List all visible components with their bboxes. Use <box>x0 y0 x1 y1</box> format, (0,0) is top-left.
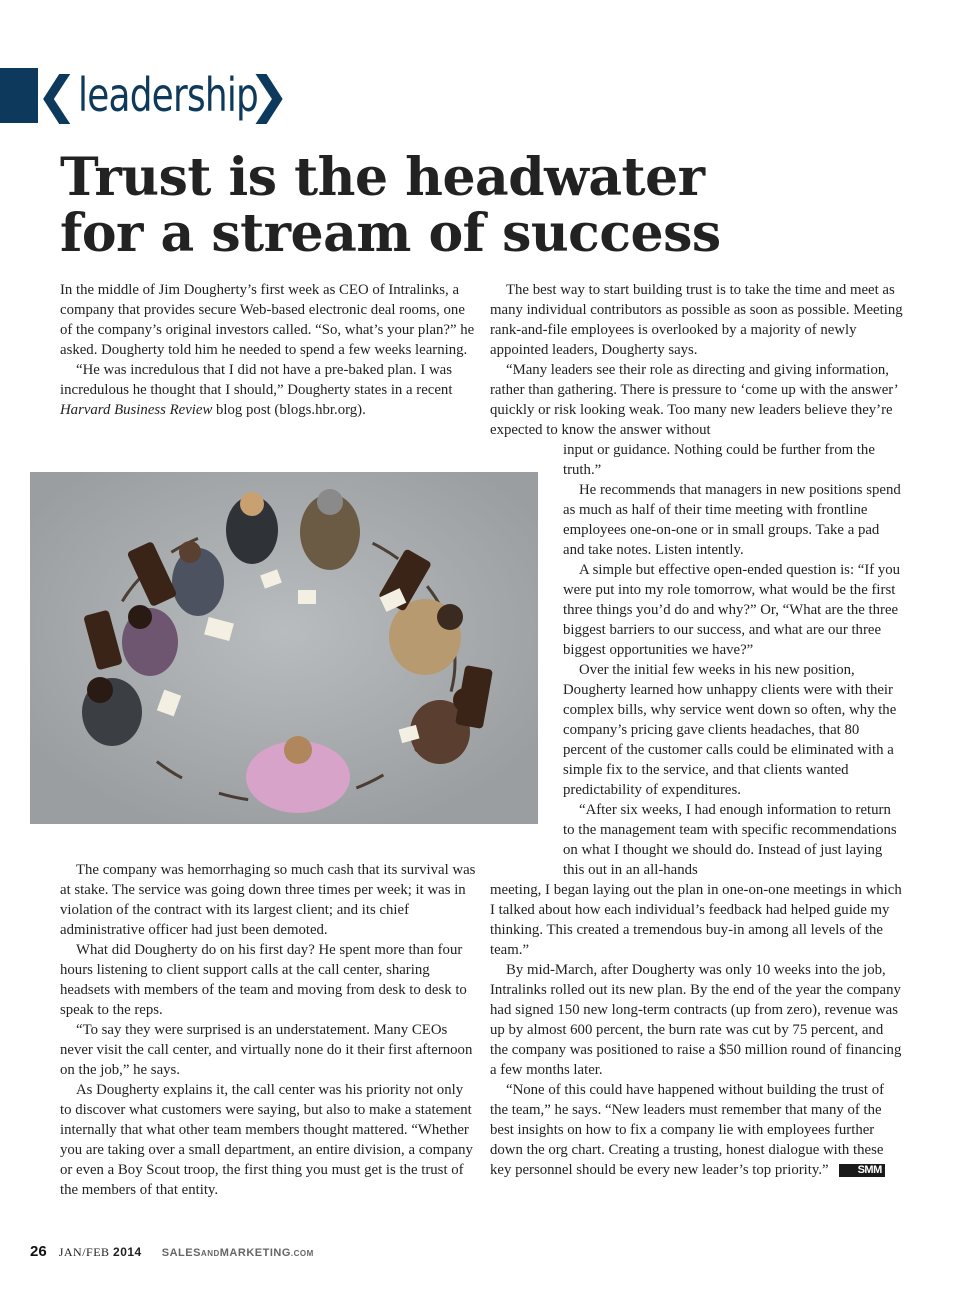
publication-name: Harvard Business Review <box>60 402 213 418</box>
paragraph: “He was incredulous that I did not have a pre-baked plan. I was incredulous he thought that I should,” Dougherty states in a recent Harvard Business Review blog post (blogs.hbr.org). <box>60 362 453 418</box>
section-label <box>36 62 290 128</box>
page-number: 26 <box>30 1243 47 1260</box>
paragraph: As Dougherty explains it, the call center was his priority not only to discover what customers were saying, but also to make a statement internally that what other team members thought mattered. “Whether you are taking over a small department, an entire division, a company or even a Boy Scout troop, the first thing you must get is the trust of the members of that entity. <box>60 1082 473 1198</box>
paragraph: Over the initial few weeks in his new position, Dougherty learned how unhappy clients were with their complex bills, why service went down so often, why the company’s pricing gave clients headaches, that 80 percent of the customer calls could be eliminated with a simple fix to the service, and that clients wanted predictability of expenditures. <box>563 662 897 798</box>
page-footer <box>30 1243 314 1263</box>
paragraph: “To say they were surprised is an understatement. Many CEOs never visit the call center, and virtually none do it their first afternoon on the job,” he says. <box>60 1022 473 1078</box>
headline-line-1: Trust is the headwater <box>60 147 705 208</box>
site-url: SALESANDMARKETING.COM <box>161 1247 314 1259</box>
paragraph: A simple but effective open-ended question is: “If you were put into my role tomorrow, what would be the first three things you’d do and why?” Or, “What are the three biggest barriers to our success, and what are our three biggest opportunities we have?” <box>563 562 901 658</box>
paragraph-continuation: meeting, I began laying out the plan in one-on-one meetings in which I talked about how each individual’s feedback had helped guide my thinking. This created a tremendous buy-in among all levels of the team.” <box>490 882 902 958</box>
bracket-open: ❮ <box>36 66 78 124</box>
headline-line-2: for a stream of success <box>60 203 721 264</box>
column-2-bottom <box>490 880 904 1180</box>
paragraph: He recommends that managers in new positions spend as much as half of their time meeting with frontline employees one-on-one or in small groups. Take a pad and take notes. Listen intently. <box>563 482 901 558</box>
paragraph-continuation: input or guidance. Nothing could be further from the truth.” <box>563 442 875 478</box>
meeting-photo <box>30 472 538 824</box>
column-2-middle <box>563 440 904 880</box>
paragraph: What did Dougherty do on his first day? He spent more than four hours listening to client support calls at the call center, sharing headsets with members of the team and moving from desk to desk to speak to the reps. <box>60 942 467 1018</box>
paragraph: By mid-March, after Dougherty was only 10 weeks into the job, Intralinks rolled out its new plan. By the end of the year the company had signed 150 new long-term contracts (up from zero), revenue was up by almost 600 percent, the burn rate was cut by 75 percent, and the company was positioned to raise a $50 million round of financing a few months later. <box>490 962 902 1078</box>
section-word: leadership <box>77 68 258 122</box>
column-2-top <box>490 280 904 440</box>
paragraph: The company was hemorrhaging so much cash that its survival was at stake. The service was going down three times per week; it was in violation of the contract with its largest client; and its chief administrative officer had just been demoted. <box>60 862 476 938</box>
headline <box>60 147 860 264</box>
paragraph: “After six weeks, I had enough information to return to the management team with specific recommendations on what I thought we should do. Instead of just laying this out in an all-hands <box>563 802 897 878</box>
paragraph: The best way to start building trust is to take the time and meet as many individual contributors as possible as soon as possible. Meeting rank-and-file employees is overlooked by a majority of newly appointed leaders, Dougherty says. <box>490 282 903 358</box>
paragraph: “Many leaders see their role as directing and giving information, rather than gathering. There is pressure to ‘come up with the answer’ quickly or risk looking weak. Too many new leaders believe they’re expected to know the answer without <box>490 362 898 438</box>
end-mark-logo: SMM <box>839 1164 885 1177</box>
bracket-close: ❯ <box>247 66 290 124</box>
issue-date: JAN/FEB 2014 <box>58 1245 142 1259</box>
paragraph: In the middle of Jim Dougherty’s first week as CEO of Intralinks, a company that provides secure Web-based electronic deal rooms, one of the company’s original investors called. “So, what’s your plan?” he asked. Dougherty told him he needed to spend a few weeks learning. <box>60 282 475 358</box>
column-1-top <box>60 280 478 420</box>
paragraph: “None of this could have happened without building the trust of the team,” he says. “New leaders must remember that many of the best insights on how to fix a company lie with employees further down the org chart. Creating a trusting, honest dialogue with these key personnel should be every new leader’s top priority.” SMM <box>490 1082 885 1178</box>
section-tab <box>0 68 38 123</box>
column-1-bottom <box>60 860 478 1200</box>
